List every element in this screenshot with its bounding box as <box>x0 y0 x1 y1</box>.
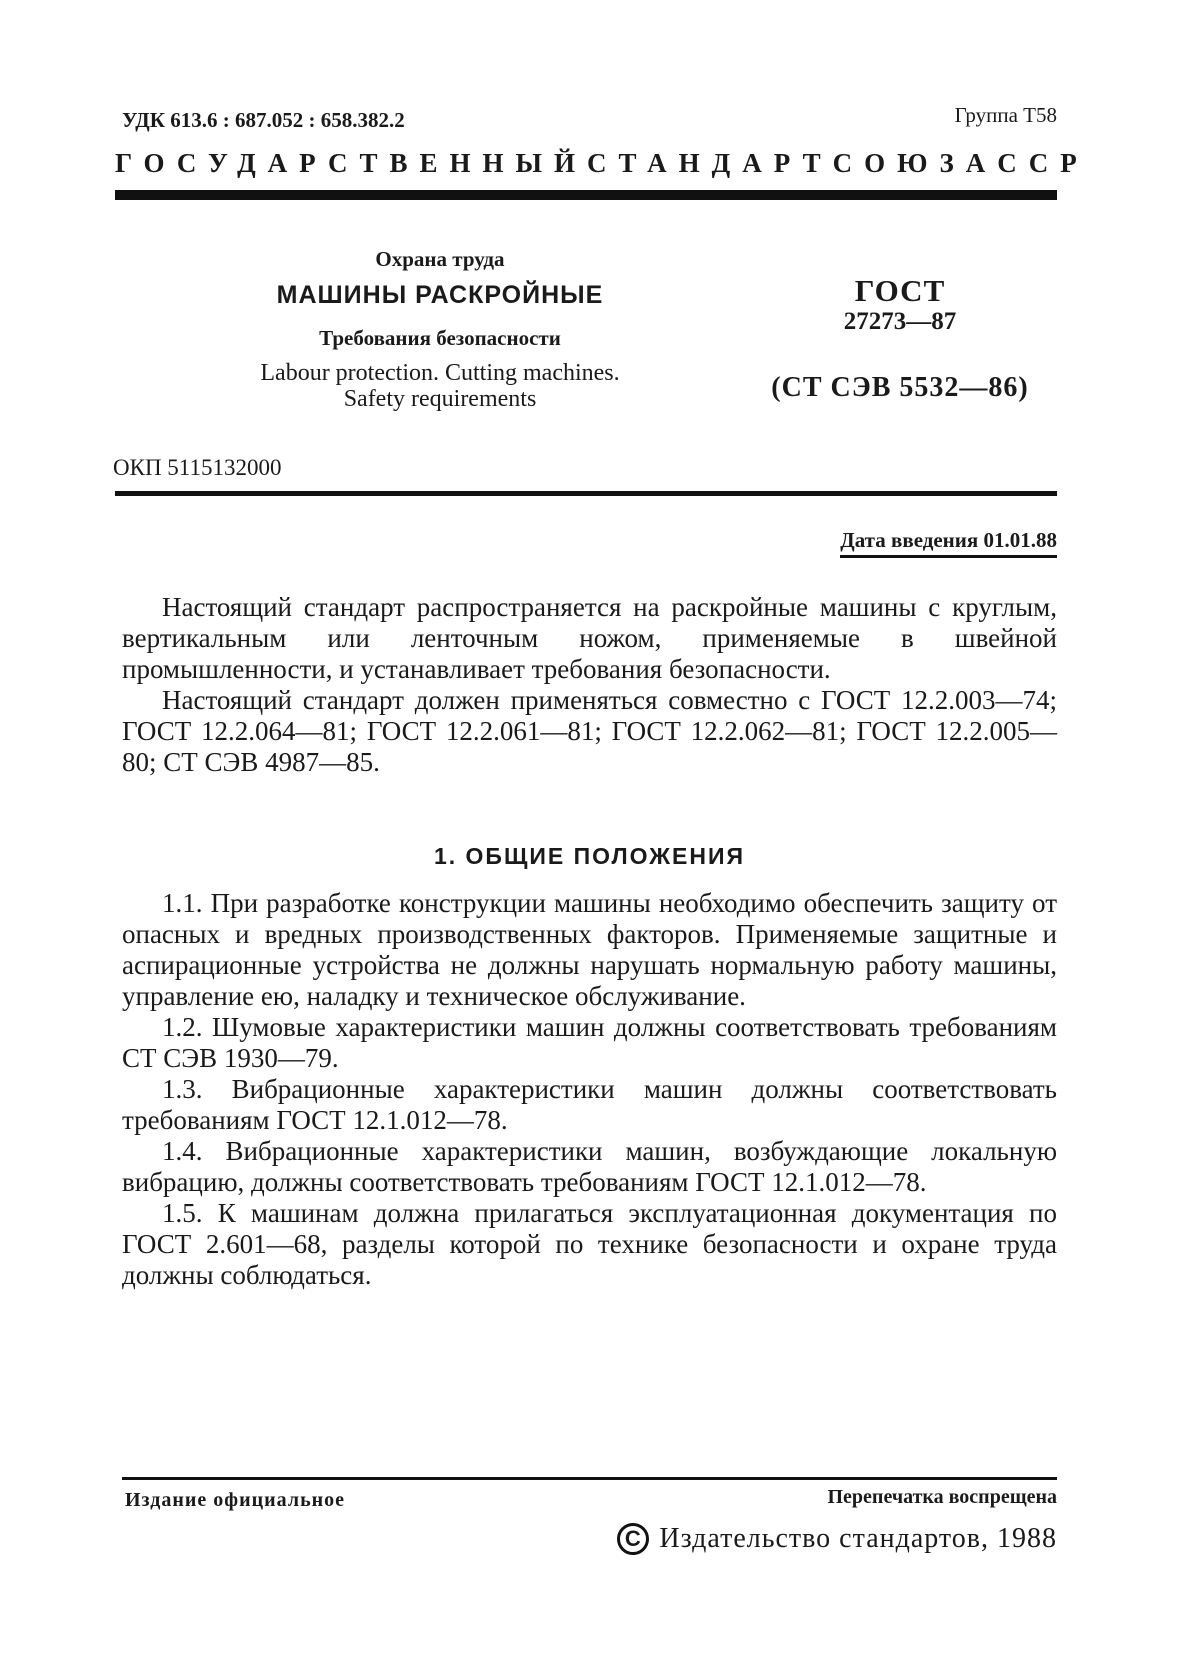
reprint-notice: Перепечатка воспрещена <box>827 1486 1057 1508</box>
banner-word: ГОСУДАРСТВЕННЫЙ <box>115 148 588 178</box>
banner-word: ССР <box>997 148 1089 178</box>
copyright-line <box>617 1523 1057 1555</box>
clause: 1.3. Вибрационные характеристики машин должны соответствовать требованиям ГОСТ 12.1.012—78. <box>122 1074 1057 1135</box>
udk-code: УДК 613.6 : 687.052 : 658.382.2 <box>122 108 405 132</box>
publisher: Издательство стандартов, 1988 <box>659 1523 1057 1554</box>
gost-label: ГОСТ <box>854 273 946 308</box>
banner-word: СТАНДАРТ <box>587 148 833 178</box>
group-code: Группа Т58 <box>954 103 1057 127</box>
section-text <box>122 888 1057 1291</box>
clause: 1.2. Шумовые характеристики машин должны соответствовать требованиям СТ СЭВ 1930—79. <box>122 1012 1057 1073</box>
english-title-line: Safety requirements <box>343 386 537 412</box>
document-subtitle: Требования безопасности <box>319 326 561 350</box>
copyright-icon: С <box>617 1523 649 1555</box>
subject-heading: Охрана труда <box>375 247 505 271</box>
footer-rule <box>122 1477 1057 1480</box>
intro-text <box>122 592 1057 778</box>
clause: 1.5. К машинам должна прилагаться эксплуатационная документация по ГОСТ 2.601—68, разделы которой по технике безопасности и охране труда должны соблюдаться. <box>122 1198 1057 1290</box>
introduction-date: Дата введения 01.01.88 <box>840 528 1057 558</box>
section-title: 1. ОБЩИЕ ПОЛОЖЕНИЯ <box>433 843 746 869</box>
paragraph: Настоящий стандарт распространяется на раскройные машины с круглым, вертикальным или ленточным ножом, применяемые в швейной промышленности, и устанавливает требования безопасности. <box>122 592 1057 684</box>
header-rule <box>115 190 1057 200</box>
banner-word: СОЮЗА <box>832 148 998 178</box>
clause: 1.4. Вибрационные характеристики машин, возбуждающие локальную вибрацию, должны соответствовать требованиям ГОСТ 12.1.012—78. <box>122 1136 1057 1197</box>
document-title: МАШИНЫ РАСКРОЙНЫЕ <box>276 281 604 309</box>
english-title <box>200 360 680 412</box>
clause: 1.1. При разработке конструкции машины необходимо обеспечить защиту от опасных и вредных производственных факторов. Применяемые защитные и аспирационные устройства не должны нарушать нормальную работу машины, управление ею, наладку и техническое обслуживание. <box>122 888 1057 1011</box>
st-sev-number: (СТ СЭВ 5532—86) <box>771 372 1029 403</box>
paragraph: Настоящий стандарт должен применяться совместно с ГОСТ 12.2.003—74; ГОСТ 12.2.064—81; ГОСТ 12.2.061—81; ГОСТ 12.2.062—81; ГОСТ 12.2.005—80; СТ СЭВ 4987—85. <box>122 685 1057 777</box>
okp-rule <box>115 491 1057 496</box>
gost-number: 27273—87 <box>843 308 957 335</box>
english-title-line: Labour protection. Cutting machines. <box>260 360 620 386</box>
official-edition: Издание официальное <box>125 1489 346 1511</box>
state-standard-banner <box>115 148 1089 179</box>
okp-code: ОКП 5115132000 <box>113 455 282 480</box>
